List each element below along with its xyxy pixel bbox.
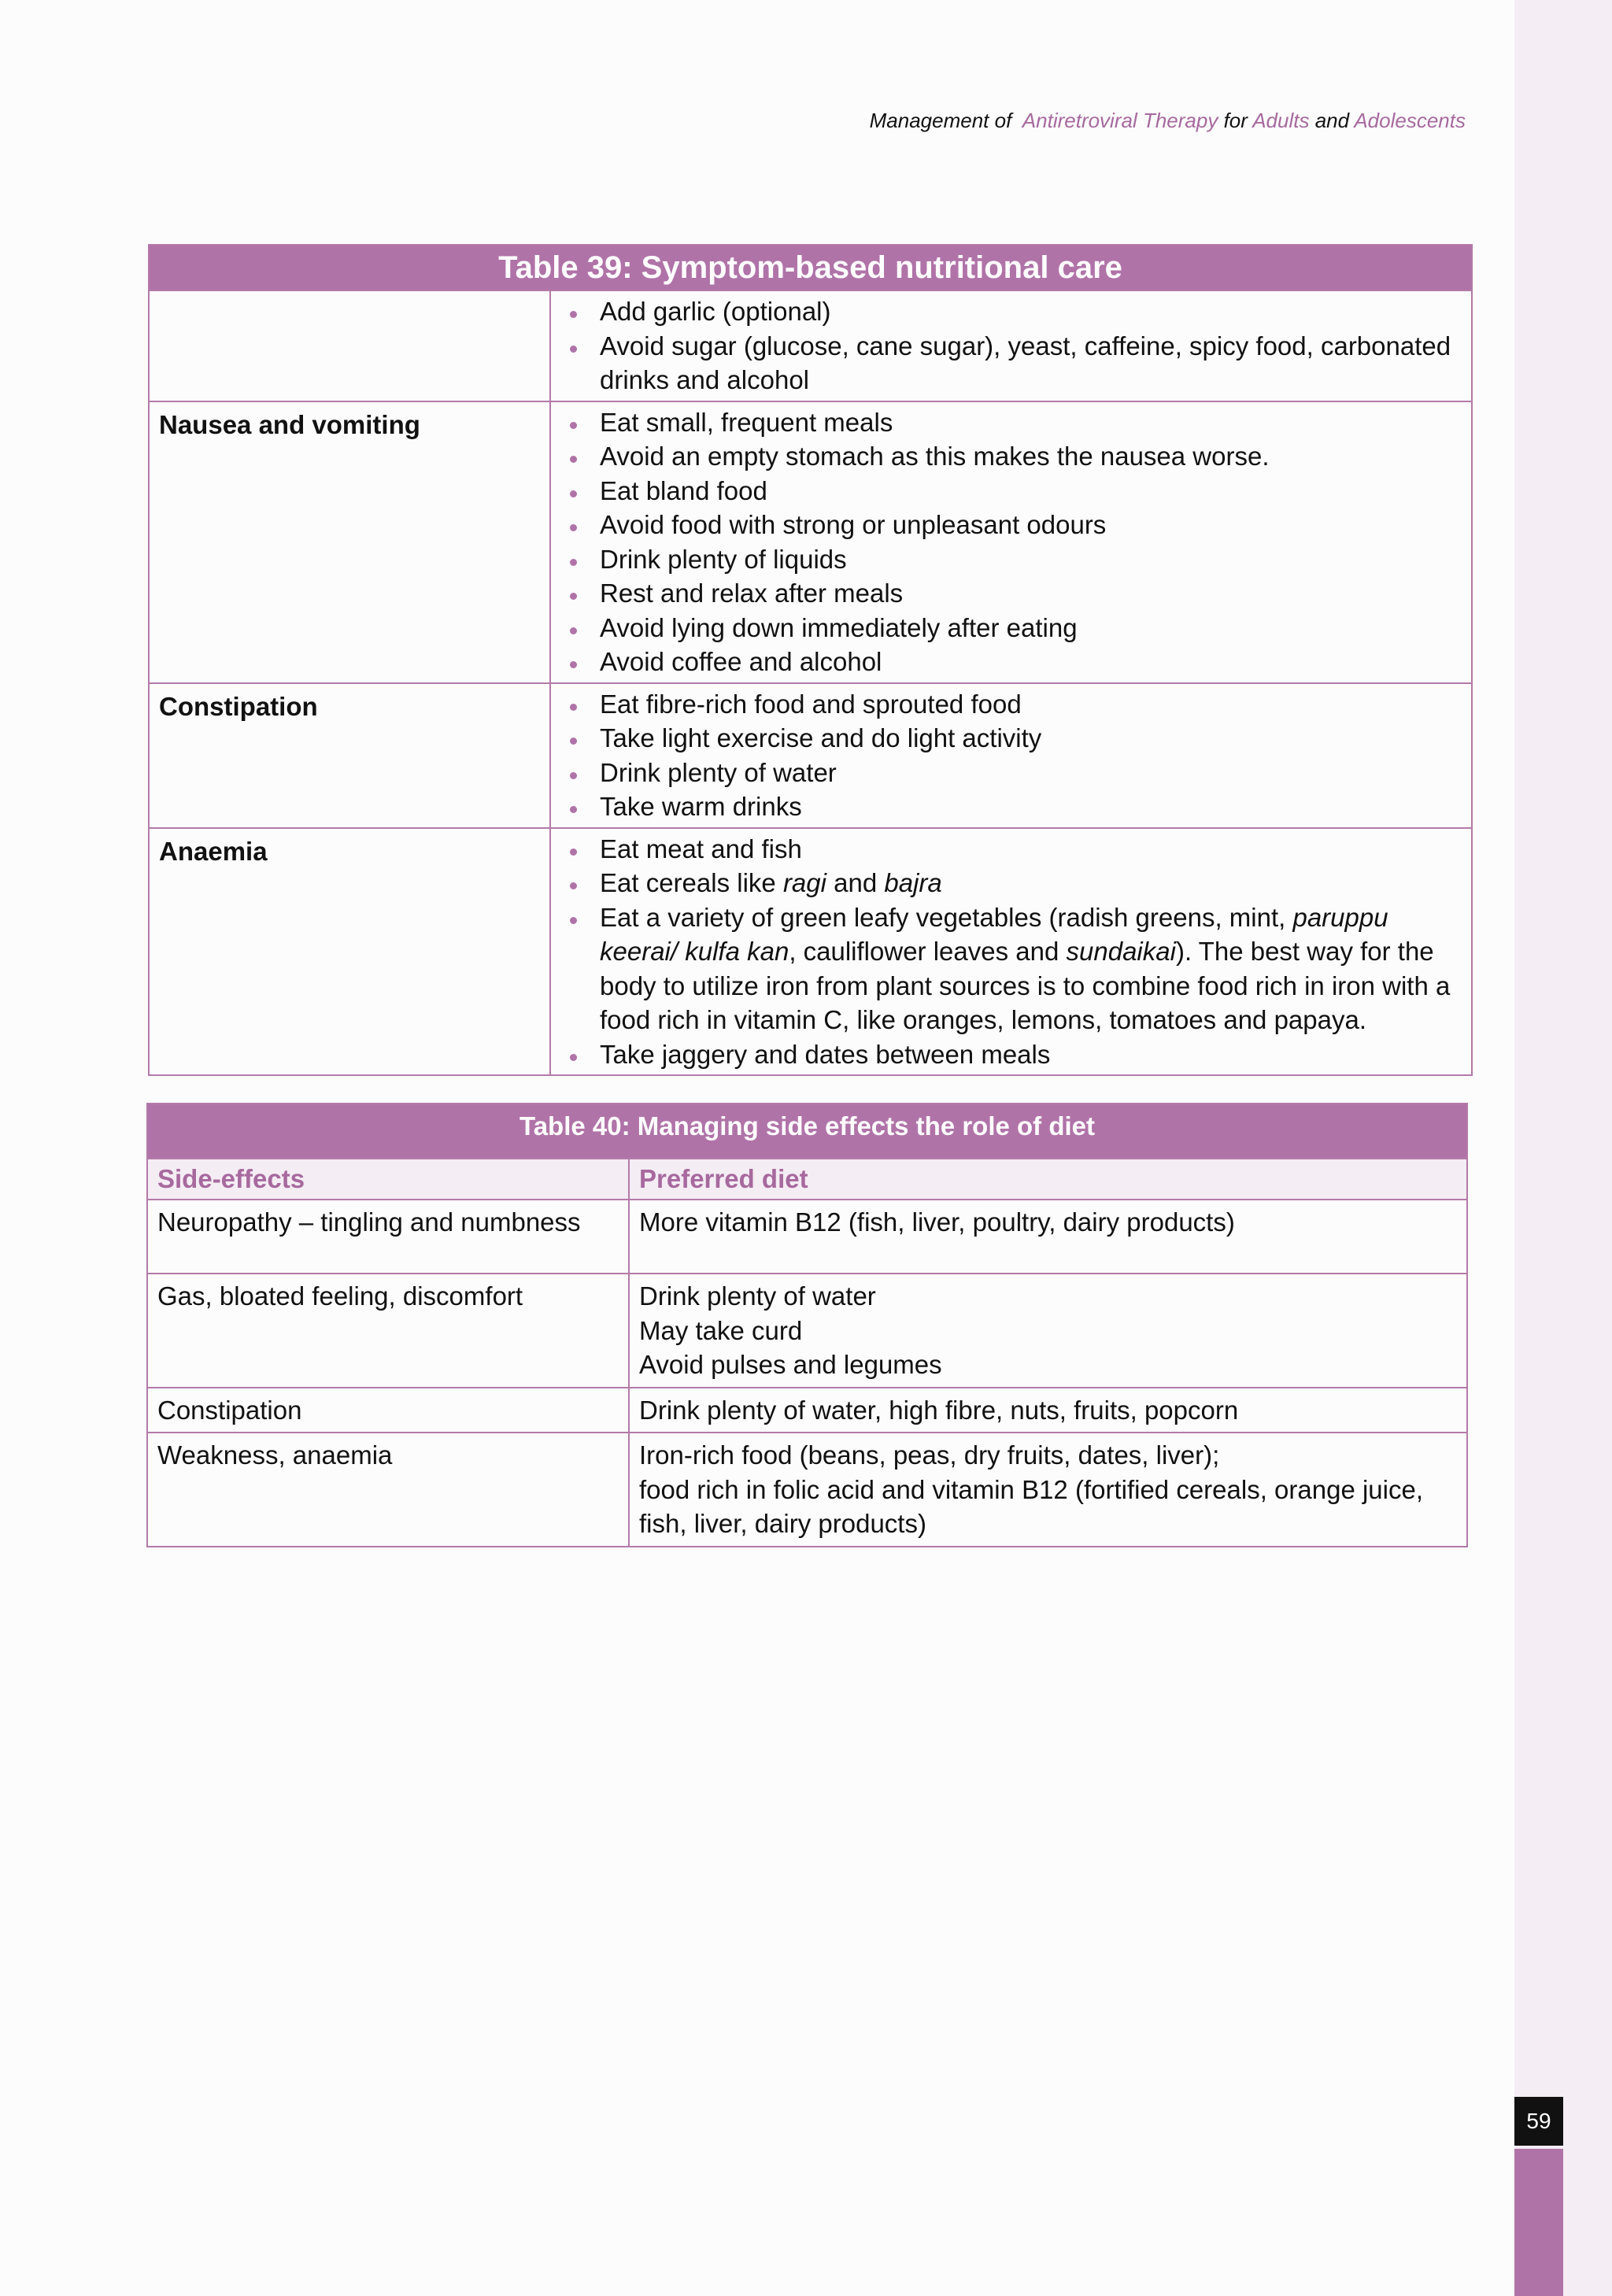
table-row — [149, 290, 1472, 401]
row-label: Constipation — [149, 683, 550, 828]
list-item: Eat small, frequent meals — [560, 405, 1462, 440]
side-accent-bar — [1514, 2149, 1563, 2296]
diet-cell: Iron-rich food (beans, peas, dry fruits, dates, liver); food rich in folic acid and vitamin B12 (fortified cereals, orange juice, fish, liver, dairy products) — [629, 1433, 1467, 1547]
list-item: Avoid food with strong or unpleasant odours — [560, 508, 1462, 542]
table-title: Table 40: Managing side effects the role of diet — [147, 1104, 1467, 1159]
table-row — [149, 683, 1472, 828]
page-number: 59 — [1514, 2097, 1563, 2146]
list-item: Eat fibre-rich food and sprouted food — [560, 687, 1462, 722]
table-row — [149, 401, 1472, 683]
list-item: Rest and relax after meals — [560, 576, 1462, 611]
column-header-preferred-diet: Preferred diet — [629, 1159, 1467, 1200]
table-row — [147, 1274, 1467, 1388]
side-margin-strip — [1514, 0, 1612, 2296]
row-label: Anaemia — [149, 828, 550, 1076]
list-item: Avoid sugar (glucose, cane sugar), yeast, caffeine, spicy food, carbonated drinks and alcohol — [560, 329, 1462, 397]
table-39 — [148, 244, 1473, 1076]
side-effect-cell: Neuropathy – tingling and numbness — [147, 1200, 629, 1274]
list-item: Eat meat and fish — [560, 832, 1462, 867]
row-label: Nausea and vomiting — [149, 401, 550, 683]
list-item: Avoid an empty stomach as this makes the nausea worse. — [560, 439, 1462, 474]
list-item: Drink plenty of water — [560, 756, 1462, 790]
table-title: Table 39: Symptom-based nutritional care — [149, 245, 1472, 290]
diet-cell: Drink plenty of water May take curd Avoid pulses and legumes — [629, 1274, 1467, 1388]
table-row — [149, 828, 1472, 1076]
row-content — [550, 401, 1472, 683]
diet-cell: Drink plenty of water, high fibre, nuts, fruits, popcorn — [629, 1388, 1467, 1433]
list-item: Take jaggery and dates between meals — [560, 1037, 1462, 1072]
list-item: Drink plenty of liquids — [560, 542, 1462, 577]
table-40 — [146, 1103, 1468, 1547]
row-content — [550, 290, 1472, 401]
running-header: Management of Antiretroviral Therapy for Adults and Adolescents — [869, 109, 1466, 132]
list-item: Avoid coffee and alcohol — [560, 645, 1462, 679]
side-effect-cell: Constipation — [147, 1388, 629, 1433]
table-row — [147, 1200, 1467, 1274]
list-item: Eat a variety of green leafy vegetables (radish greens, mint, paruppu keerai/ kulfa kan, cauliflower leaves and sundaikai). The best way for the body to utilize iron from plant sources is to combine food rich in iron with a food rich in vitamin C, like oranges, lemons, tomatoes and papaya. — [560, 900, 1462, 1037]
list-item: Take light exercise and do light activity — [560, 721, 1462, 756]
row-label — [149, 290, 550, 401]
column-header-side-effects: Side-effects — [147, 1159, 629, 1200]
list-item: Avoid lying down immediately after eating — [560, 611, 1462, 645]
list-item: Eat cereals like ragi and bajra — [560, 866, 1462, 900]
list-item: Eat bland food — [560, 474, 1462, 508]
list-item: Add garlic (optional) — [560, 294, 1462, 329]
row-content — [550, 683, 1472, 828]
side-effect-cell: Gas, bloated feeling, discomfort — [147, 1274, 629, 1388]
side-effect-cell: Weakness, anaemia — [147, 1433, 629, 1547]
list-item: Take warm drinks — [560, 789, 1462, 824]
row-content — [550, 828, 1472, 1076]
table-row — [147, 1433, 1467, 1547]
diet-cell: More vitamin B12 (fish, liver, poultry, dairy products) — [629, 1200, 1467, 1274]
table-row — [147, 1388, 1467, 1433]
